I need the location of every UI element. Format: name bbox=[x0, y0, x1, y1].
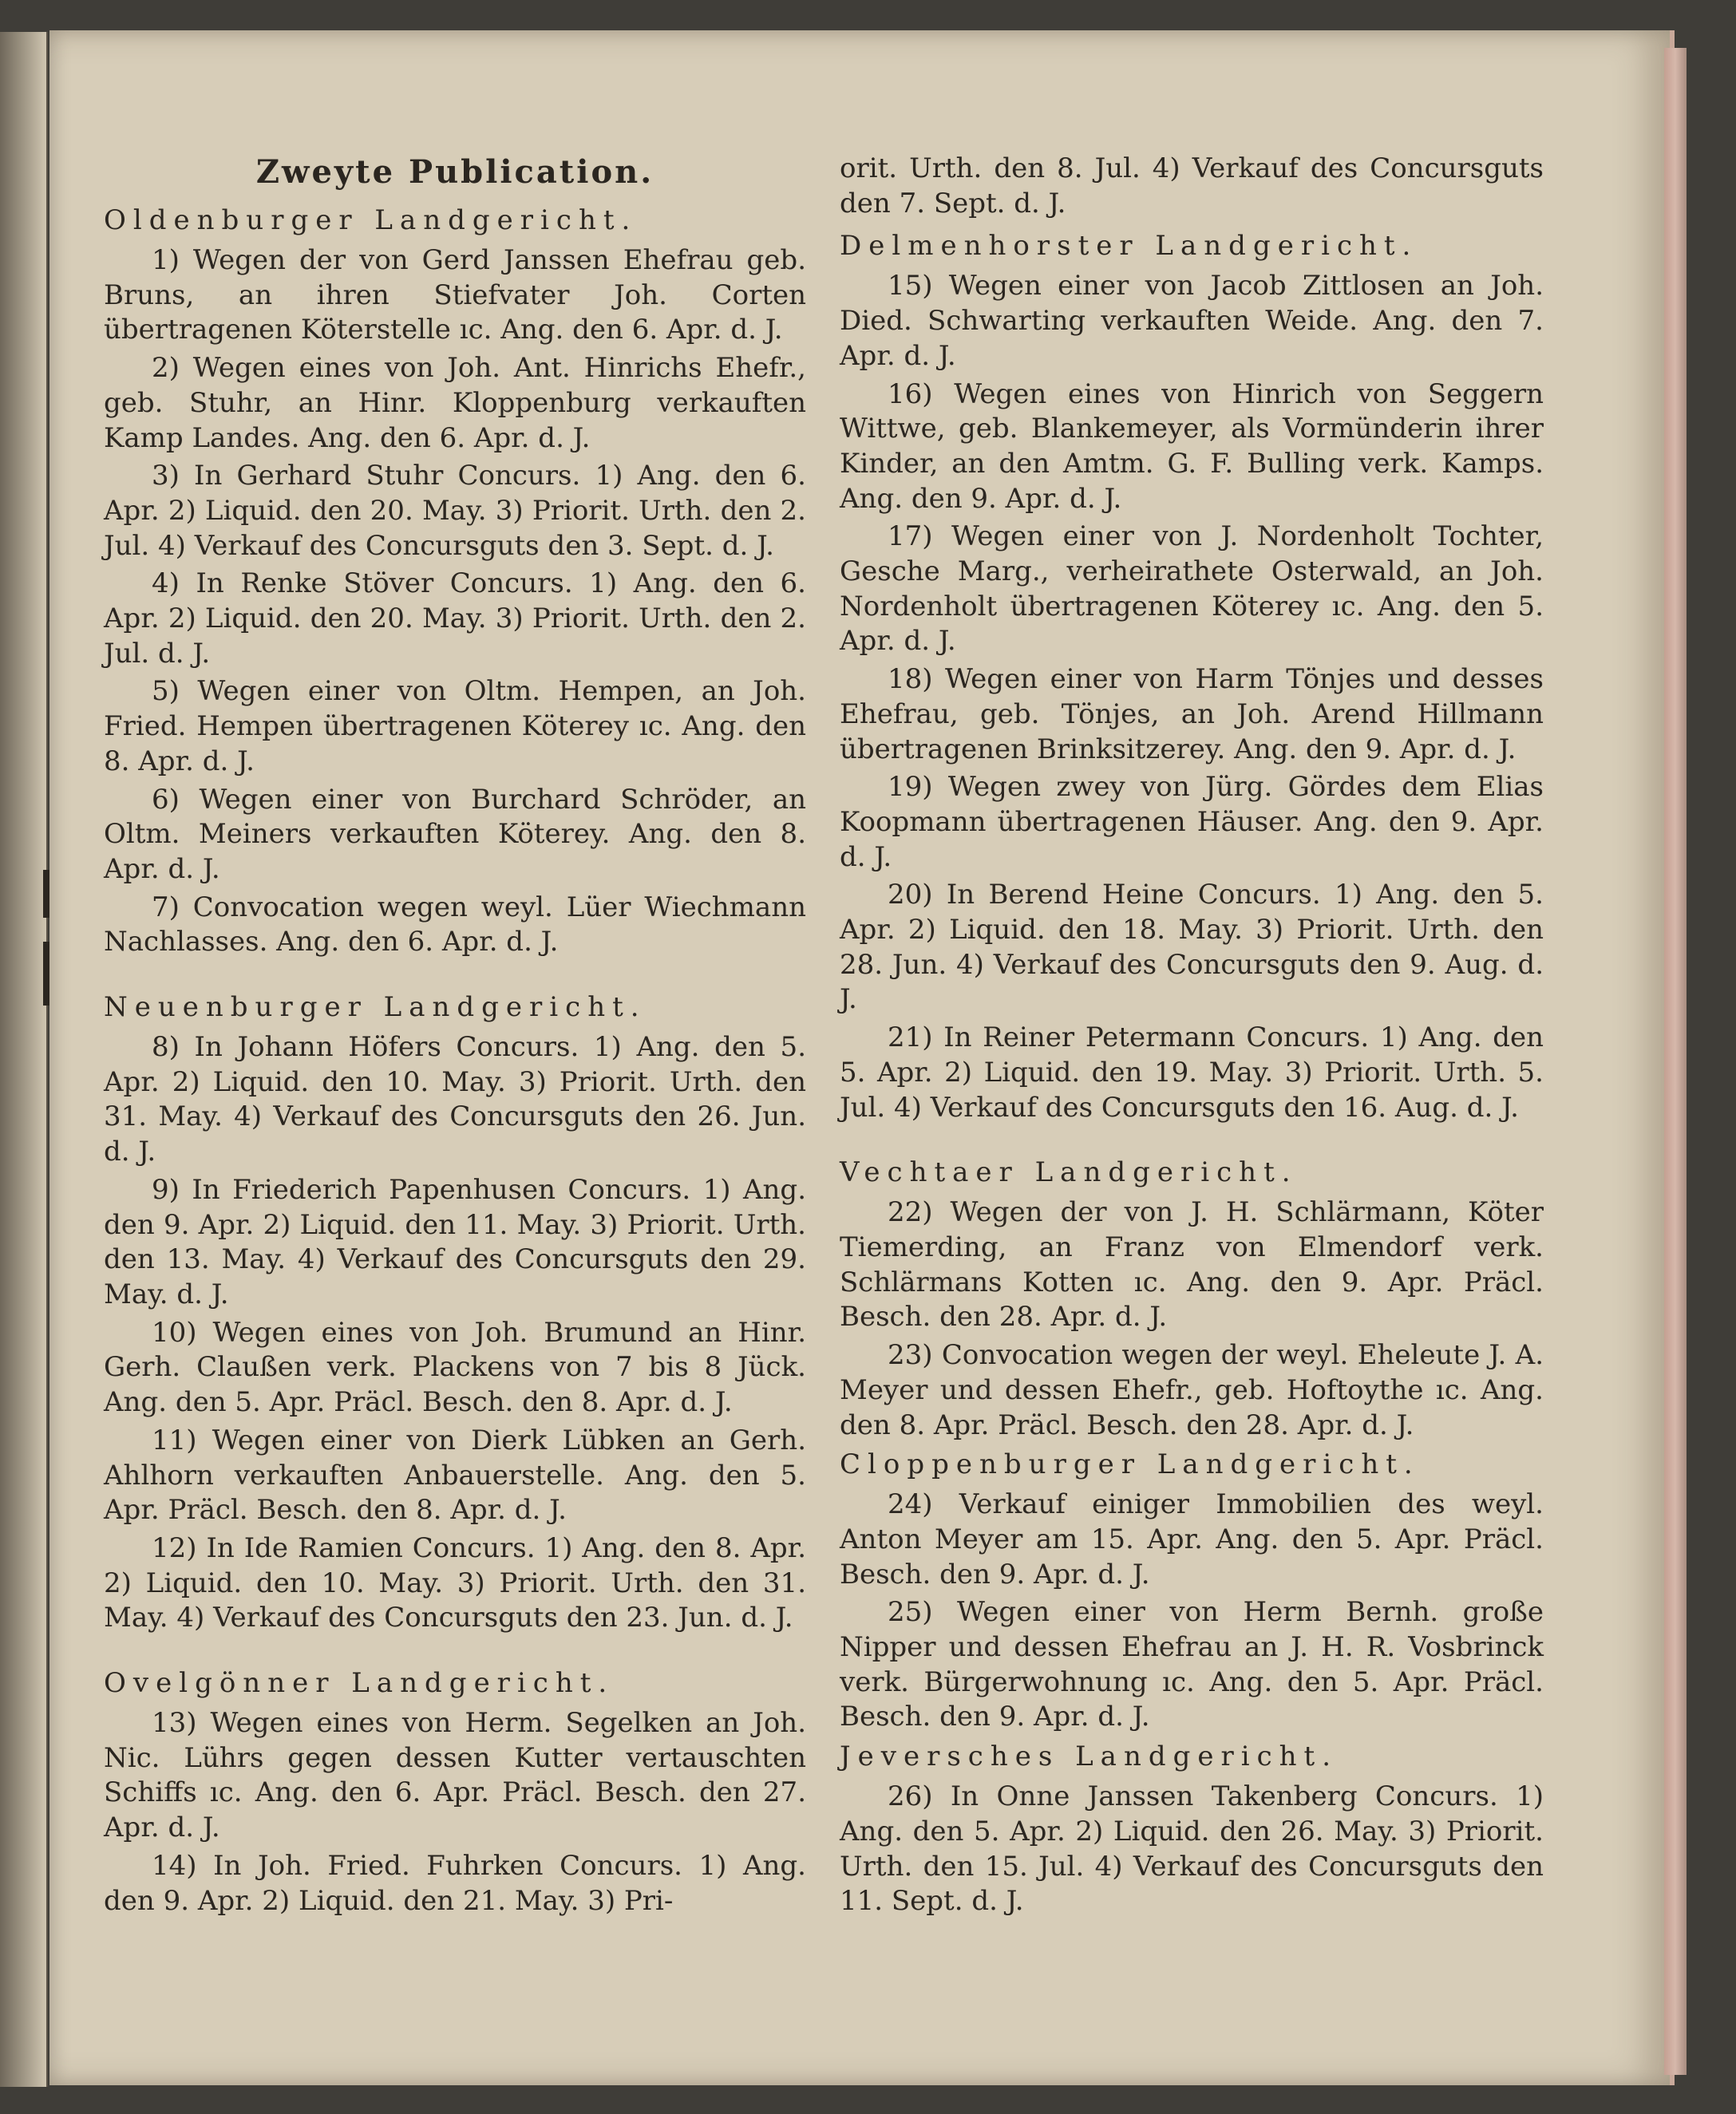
entry-17: 17) Wegen einer von J. Nordenholt Tochter, Gesche Marg., verheirathete Osterwald, an Joh. Nordenholt übertragenen Köterey ıc. Ang. den 5. Apr. d. J. bbox=[840, 520, 1544, 658]
page-title: Zweyte Publication. bbox=[255, 153, 654, 191]
section-neuenburg bbox=[104, 989, 806, 1636]
page-stack-edge bbox=[1664, 48, 1687, 2075]
entry-23: 23) Convocation wegen der weyl. Eheleute J. A. Meyer und dessen Ehefr., geb. Hoftoythe ıc. Ang. den 8. Apr. Präcl. Besch. den 28. Apr. d. J. bbox=[840, 1339, 1544, 1441]
entry-6: 6) Wegen einer von Burchard Schröder, an Oltm. Meiners verkauften Köterey. Ang. den 8. Apr. d. J. bbox=[104, 783, 806, 885]
court-heading: Neuenburger Landgericht. bbox=[104, 991, 647, 1024]
entry-10: 10) Wegen eines von Joh. Brumund an Hinr. Gerh. Claußen verk. Plackens von 7 bis 8 Jück. Ang. den 5. Apr. Präcl. Besch. den 8. Apr. d. J. bbox=[104, 1316, 806, 1419]
entry-16: 16) Wegen eines von Hinrich von Seggern Wittwe, geb. Blankemeyer, als Vormünderin ihrer Kinder, an den Amtm. G. F. Bulling verk. Kamps. Ang. den 9. Apr. d. J. bbox=[840, 377, 1544, 515]
entry-1: 1) Wegen der von Gerd Janssen Ehefrau geb. Bruns, an ihren Stiefvater Joh. Corten übertragenen Köterstelle ıc. Ang. den 6. Apr. d. J. bbox=[104, 244, 806, 346]
right-column bbox=[840, 152, 1544, 1922]
entry-11: 11) Wegen einer von Dierk Lübken an Gerh. Ahlhorn verkauften Anbauerstelle. Ang. den 5. Apr. Präcl. Besch. den 8. Apr. d. J. bbox=[104, 1424, 806, 1527]
entry-2: 2) Wegen eines von Joh. Ant. Hinrichs Ehefr., geb. Stuhr, an Hinr. Kloppenburg verkauften Kamp Landes. Ang. den 6. Apr. d. J. bbox=[104, 352, 806, 454]
entry-19: 19) Wegen zwey von Jürg. Gördes dem Elias Koopmann übertragenen Häuser. Ang. den 9. Apr. d. J. bbox=[840, 771, 1544, 873]
entry-8: 8) In Johann Höfers Concurs. 1) Ang. den 5. Apr. 2) Liquid. den 10. May. 3) Priorit. Urth. den 31. May. 4) Verkauf des Concursguts den 26. Jun. d. J. bbox=[104, 1031, 806, 1168]
entry-14-continuation: orit. Urth. den 8. Jul. 4) Verkauf des Concursguts den 7. Sept. d. J. bbox=[840, 152, 1544, 219]
left-column bbox=[104, 120, 806, 1922]
facing-page-edge bbox=[0, 32, 48, 2087]
entry-15: 15) Wegen einer von Jacob Zittlosen an Joh. Died. Schwarting verkauften Weide. Ang. den 7. Apr. d. J. bbox=[840, 270, 1544, 372]
entry-12: 12) In Ide Ramien Concurs. 1) Ang. den 8. Apr. 2) Liquid. den 10. May. 3) Priorit. Urth. den 31. May. 4) Verkauf des Concursguts den 23. Jun. d. J. bbox=[104, 1531, 806, 1634]
court-heading: Cloppenburger Landgericht. bbox=[840, 1448, 1420, 1481]
entry-26: 26) In Onne Janssen Takenberg Concurs. 1) Ang. den 5. Apr. 2) Liquid. den 26. May. 3) Priorit. Urth. den 15. Jul. 4) Verkauf des Concursguts den 11. Sept. d. J. bbox=[840, 1780, 1544, 1918]
edge-mark bbox=[43, 942, 49, 1006]
entry-7: 7) Convocation wegen weyl. Lüer Wiechmann Nachlasses. Ang. den 6. Apr. d. J. bbox=[104, 891, 806, 958]
court-heading: Vechtaer Landgericht. bbox=[840, 1156, 1298, 1189]
court-heading: Delmenhorster Landgericht. bbox=[840, 230, 1418, 263]
court-heading: Oldenburger Landgericht. bbox=[104, 204, 638, 236]
edge-mark bbox=[43, 870, 49, 918]
entry-18: 18) Wegen einer von Harm Tönjes und desses Ehefrau, geb. Tönjes, an Joh. Arend Hillmann übertragenen Brinksitzerey. Ang. den 9. Apr. d. J. bbox=[840, 663, 1544, 765]
entry-9: 9) In Friederich Papenhusen Concurs. 1) Ang. den 9. Apr. 2) Liquid. den 11. May. 3) Priorit. Urth. den 13. May. 4) Verkauf des Concursguts den 29. May. d. J. bbox=[104, 1173, 806, 1310]
section-jever bbox=[840, 1738, 1544, 1919]
entry-24: 24) Verkauf einiger Immobilien des weyl. Anton Meyer am 15. Apr. Ang. den 5. Apr. Präcl. Besch. den 9. Apr. d. J. bbox=[840, 1488, 1544, 1590]
entry-22: 22) Wegen der von J. H. Schlärmann, Köter Tiemerding, an Franz von Elmendorf verk. Schlärmans Kotten ıc. Ang. den 9. Apr. Präcl. Besch. den 28. Apr. d. J. bbox=[840, 1196, 1544, 1334]
court-heading: Ovelgönner Landgericht. bbox=[104, 1667, 615, 1700]
section-delmenhorst bbox=[840, 227, 1544, 1125]
section-cloppenburg bbox=[840, 1446, 1544, 1735]
section-oldenburg bbox=[104, 202, 806, 960]
entry-20: 20) In Berend Heine Concurs. 1) Ang. den 5. Apr. 2) Liquid. den 18. May. 3) Priorit. Urth. den 28. Jun. 4) Verkauf des Concursguts den 9. Aug. d. J. bbox=[840, 879, 1544, 1016]
section-vechta bbox=[840, 1154, 1544, 1443]
entry-13: 13) Wegen eines von Herm. Segelken an Joh. Nic. Lührs gegen dessen Kutter vertauschten Schiffs ıc. Ang. den 6. Apr. Präcl. Besch. den 27. Apr. d. J. bbox=[104, 1707, 806, 1844]
entry-5: 5) Wegen einer von Oltm. Hempen, an Joh. Fried. Hempen übertragenen Köterey ıc. Ang. den 8. Apr. d. J. bbox=[104, 675, 806, 777]
court-heading: Jeversches Landgericht. bbox=[840, 1741, 1339, 1773]
entry-14: 14) In Joh. Fried. Fuhrken Concurs. 1) Ang. den 9. Apr. 2) Liquid. den 21. May. 3) Pri- bbox=[104, 1849, 806, 1917]
section-ovelgoenne bbox=[104, 1665, 806, 1918]
entry-3: 3) In Gerhard Stuhr Concurs. 1) Ang. den 6. Apr. 2) Liquid. den 20. May. 3) Priorit. Urth. den 2. Jul. 4) Verkauf des Concursguts den 3. Sept. d. J. bbox=[104, 460, 806, 562]
entry-4: 4) In Renke Stöver Concurs. 1) Ang. den 6. Apr. 2) Liquid. den 20. May. 3) Priorit. Urth. den 2. Jul. d. J. bbox=[104, 567, 806, 670]
entry-21: 21) In Reiner Petermann Concurs. 1) Ang. den 5. Apr. 2) Liquid. den 19. May. 3) Priorit. Urth. 5. Jul. 4) Verkauf des Concursguts den 16. Aug. d. J. bbox=[840, 1021, 1544, 1124]
entry-25: 25) Wegen einer von Herm Bernh. große Nipper und dessen Ehefrau an J. H. R. Vosbrinck verk. Bürgerwohnung ıc. Ang. den 5. Apr. Präcl. Besch. den 9. Apr. d. J. bbox=[840, 1596, 1544, 1733]
